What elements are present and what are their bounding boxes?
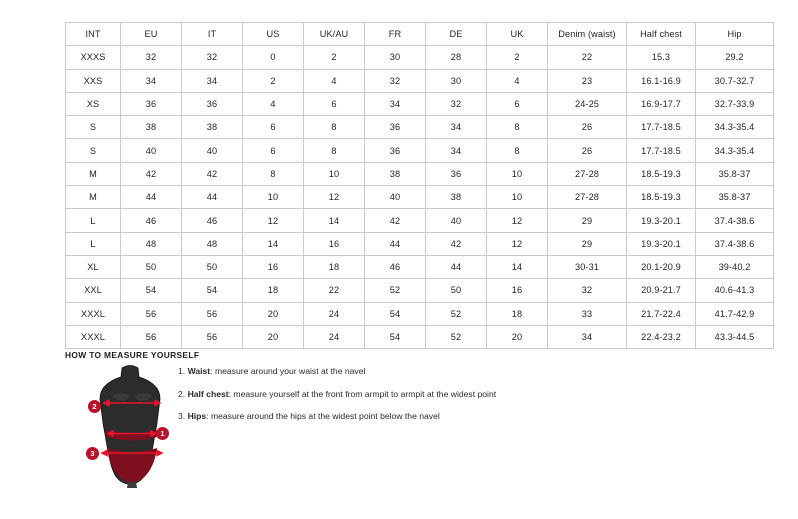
table-cell: 20 [243, 302, 304, 325]
table-cell: 54 [365, 302, 426, 325]
table-cell: 35.8-37 [696, 186, 774, 209]
column-header: FR [365, 23, 426, 46]
table-row [66, 162, 774, 185]
table-cell: 42 [426, 232, 487, 255]
table-cell: 19.3-20.1 [627, 232, 696, 255]
table-cell: 22.4-23.2 [627, 325, 696, 348]
table-cell: 40 [426, 209, 487, 232]
table-cell: 22 [548, 46, 627, 69]
table-cell: 52 [365, 279, 426, 302]
table-cell: 50 [426, 279, 487, 302]
table-row [66, 46, 774, 69]
table-cell: 32 [365, 69, 426, 92]
table-cell: 8 [304, 139, 365, 162]
table-cell: 24-25 [548, 92, 627, 115]
table-cell: L [66, 232, 121, 255]
table-cell: 30-31 [548, 255, 627, 278]
list-item-number: 3. [178, 411, 186, 421]
table-cell: XXS [66, 69, 121, 92]
column-header: EU [121, 23, 182, 46]
table-cell: 8 [243, 162, 304, 185]
table-cell: XS [66, 92, 121, 115]
table-cell: 30 [426, 69, 487, 92]
table-cell: 16 [304, 232, 365, 255]
table-cell: 8 [487, 116, 548, 139]
table-cell: 14 [487, 255, 548, 278]
table-cell: 32 [121, 46, 182, 69]
table-cell: M [66, 162, 121, 185]
table-cell: 34 [548, 325, 627, 348]
measurement-figure [82, 362, 182, 492]
table-cell: 20 [487, 325, 548, 348]
table-cell: 18 [487, 302, 548, 325]
table-cell: 44 [426, 255, 487, 278]
table-cell: L [66, 209, 121, 232]
table-cell: 40.6-41.3 [696, 279, 774, 302]
table-cell: 37.4-38.6 [696, 232, 774, 255]
how-to-measure-list [178, 365, 598, 433]
table-cell: 28 [426, 46, 487, 69]
table-cell: 36 [365, 139, 426, 162]
table-cell: 38 [426, 186, 487, 209]
table-cell: 40 [365, 186, 426, 209]
list-item [178, 410, 598, 422]
table-cell: 6 [304, 92, 365, 115]
table-cell: 40 [121, 139, 182, 162]
stand-pole [127, 482, 137, 488]
table-row [66, 139, 774, 162]
table-cell: 16 [487, 279, 548, 302]
column-header: UK [487, 23, 548, 46]
table-cell: 50 [121, 255, 182, 278]
table-cell: 56 [182, 302, 243, 325]
table-cell: 23 [548, 69, 627, 92]
table-cell: 44 [365, 232, 426, 255]
table-cell: 46 [121, 209, 182, 232]
table-cell: XXXL [66, 302, 121, 325]
table-row [66, 186, 774, 209]
table-cell: 32 [548, 279, 627, 302]
table-cell: 34.3-35.4 [696, 139, 774, 162]
table-row [66, 325, 774, 348]
table-cell: 29 [548, 232, 627, 255]
column-header: INT [66, 23, 121, 46]
table-cell: 34 [121, 69, 182, 92]
table-cell: 10 [243, 186, 304, 209]
table-cell: 34 [365, 92, 426, 115]
table-cell: 10 [487, 162, 548, 185]
table-cell: 44 [182, 186, 243, 209]
column-header: UK/AU [304, 23, 365, 46]
table-cell: 16.9-17.7 [627, 92, 696, 115]
table-cell: 41.7-42.9 [696, 302, 774, 325]
table-row [66, 209, 774, 232]
table-cell: 0 [243, 46, 304, 69]
table-cell: 32 [426, 92, 487, 115]
table-cell: 6 [243, 139, 304, 162]
table-cell: 19.3-20.1 [627, 209, 696, 232]
list-item-term: Waist [187, 366, 211, 376]
table-cell: 22 [304, 279, 365, 302]
table-cell: 30 [365, 46, 426, 69]
table-cell: 26 [548, 116, 627, 139]
size-chart-table-container [65, 22, 755, 349]
table-row [66, 116, 774, 139]
table-row [66, 92, 774, 115]
table-cell: 6 [243, 116, 304, 139]
list-item-term: Half chest [187, 388, 229, 399]
table-cell: 17.7-18.5 [627, 139, 696, 162]
list-item-number: 1. [178, 366, 186, 376]
table-cell: 52 [426, 325, 487, 348]
list-item-number: 2. [178, 388, 186, 399]
table-cell: 46 [182, 209, 243, 232]
list-item-term: Hips [187, 411, 207, 421]
table-row [66, 302, 774, 325]
table-cell: 12 [487, 209, 548, 232]
table-cell: 54 [365, 325, 426, 348]
hip-arrow-head-right [157, 451, 162, 456]
table-cell: 4 [487, 69, 548, 92]
table-cell: XXL [66, 279, 121, 302]
table-cell: 36 [365, 116, 426, 139]
list-item [178, 365, 598, 377]
table-cell: 34 [426, 116, 487, 139]
table-cell: 56 [182, 325, 243, 348]
table-cell: 38 [121, 116, 182, 139]
table-cell: S [66, 116, 121, 139]
table-cell: 14 [304, 209, 365, 232]
table-cell: 2 [304, 46, 365, 69]
column-header: Hip [696, 23, 774, 46]
table-cell: 14 [243, 232, 304, 255]
table-cell: 50 [182, 255, 243, 278]
column-header: Half chest [627, 23, 696, 46]
column-header: IT [182, 23, 243, 46]
table-cell: 6 [487, 92, 548, 115]
how-to-measure-title: HOW TO MEASURE YOURSELF [65, 350, 200, 360]
table-cell: 32.7-33.9 [696, 92, 774, 115]
table-cell: XXXL [66, 325, 121, 348]
table-cell: 10 [304, 162, 365, 185]
table-cell: 35.8-37 [696, 162, 774, 185]
list-item-text: : measure yourself at the front from armpit to armpit at the widest point [228, 388, 497, 399]
table-cell: 2 [243, 69, 304, 92]
table-cell: 2 [487, 46, 548, 69]
table-cell: 29.2 [696, 46, 774, 69]
table-cell: 38 [365, 162, 426, 185]
size-chart-table [65, 22, 774, 349]
mannequin-illustration [82, 362, 182, 492]
table-cell: 48 [121, 232, 182, 255]
table-cell: 34 [182, 69, 243, 92]
table-cell: 36 [121, 92, 182, 115]
table-cell: 46 [365, 255, 426, 278]
table-cell: 4 [304, 69, 365, 92]
table-cell: 15.3 [627, 46, 696, 69]
column-header: DE [426, 23, 487, 46]
table-cell: 29 [548, 209, 627, 232]
table-row [66, 279, 774, 302]
table-cell: 40 [182, 139, 243, 162]
list-item [178, 388, 598, 400]
table-cell: 34.3-35.4 [696, 116, 774, 139]
table-cell: 56 [121, 325, 182, 348]
table-cell: 20 [243, 325, 304, 348]
table-cell: 27-28 [548, 186, 627, 209]
table-cell: 42 [121, 162, 182, 185]
table-cell: 12 [487, 232, 548, 255]
table-cell: 30.7-32.7 [696, 69, 774, 92]
table-cell: 27-28 [548, 162, 627, 185]
table-cell: 37.4-38.6 [696, 209, 774, 232]
column-header: US [243, 23, 304, 46]
table-cell: 17.7-18.5 [627, 116, 696, 139]
list-item-text: : measure around your waist at the navel [210, 366, 366, 376]
table-cell: XL [66, 255, 121, 278]
table-cell: 43.3-44.5 [696, 325, 774, 348]
marker-badge-waist: 1 [156, 427, 169, 440]
table-cell: 4 [243, 92, 304, 115]
table-cell: 20.9-21.7 [627, 279, 696, 302]
table-cell: 39-40.2 [696, 255, 774, 278]
column-header: Denim (waist) [548, 23, 627, 46]
table-cell: XXXS [66, 46, 121, 69]
table-cell: 26 [548, 139, 627, 162]
table-cell: S [66, 139, 121, 162]
hip-arrow-head-left [102, 451, 107, 456]
table-cell: 36 [182, 92, 243, 115]
table-cell: 12 [243, 209, 304, 232]
table-cell: 54 [121, 279, 182, 302]
table-cell: 38 [182, 116, 243, 139]
table-cell: 33 [548, 302, 627, 325]
table-row [66, 255, 774, 278]
table-cell: 21.7-22.4 [627, 302, 696, 325]
table-cell: 8 [304, 116, 365, 139]
table-cell: 32 [182, 46, 243, 69]
table-cell: 8 [487, 139, 548, 162]
table-cell: 52 [426, 302, 487, 325]
table-cell: 18.5-19.3 [627, 162, 696, 185]
table-cell: 18.5-19.3 [627, 186, 696, 209]
table-cell: 34 [426, 139, 487, 162]
table-cell: M [66, 186, 121, 209]
table-cell: 18 [304, 255, 365, 278]
table-cell: 20.1-20.9 [627, 255, 696, 278]
list-item-text: : measure around the hips at the widest point below the navel [206, 411, 440, 421]
table-cell: 12 [304, 186, 365, 209]
table-header-row [66, 23, 774, 46]
table-cell: 44 [121, 186, 182, 209]
table-cell: 42 [365, 209, 426, 232]
table-cell: 36 [426, 162, 487, 185]
table-row [66, 232, 774, 255]
table-cell: 42 [182, 162, 243, 185]
table-cell: 10 [487, 186, 548, 209]
table-cell: 54 [182, 279, 243, 302]
table-cell: 24 [304, 302, 365, 325]
table-cell: 16 [243, 255, 304, 278]
table-cell: 48 [182, 232, 243, 255]
marker-badge-half-chest: 2 [88, 400, 101, 413]
marker-badge-hips: 3 [86, 447, 99, 460]
table-cell: 24 [304, 325, 365, 348]
table-cell: 16.1-16.9 [627, 69, 696, 92]
table-row [66, 69, 774, 92]
table-cell: 18 [243, 279, 304, 302]
table-cell: 56 [121, 302, 182, 325]
